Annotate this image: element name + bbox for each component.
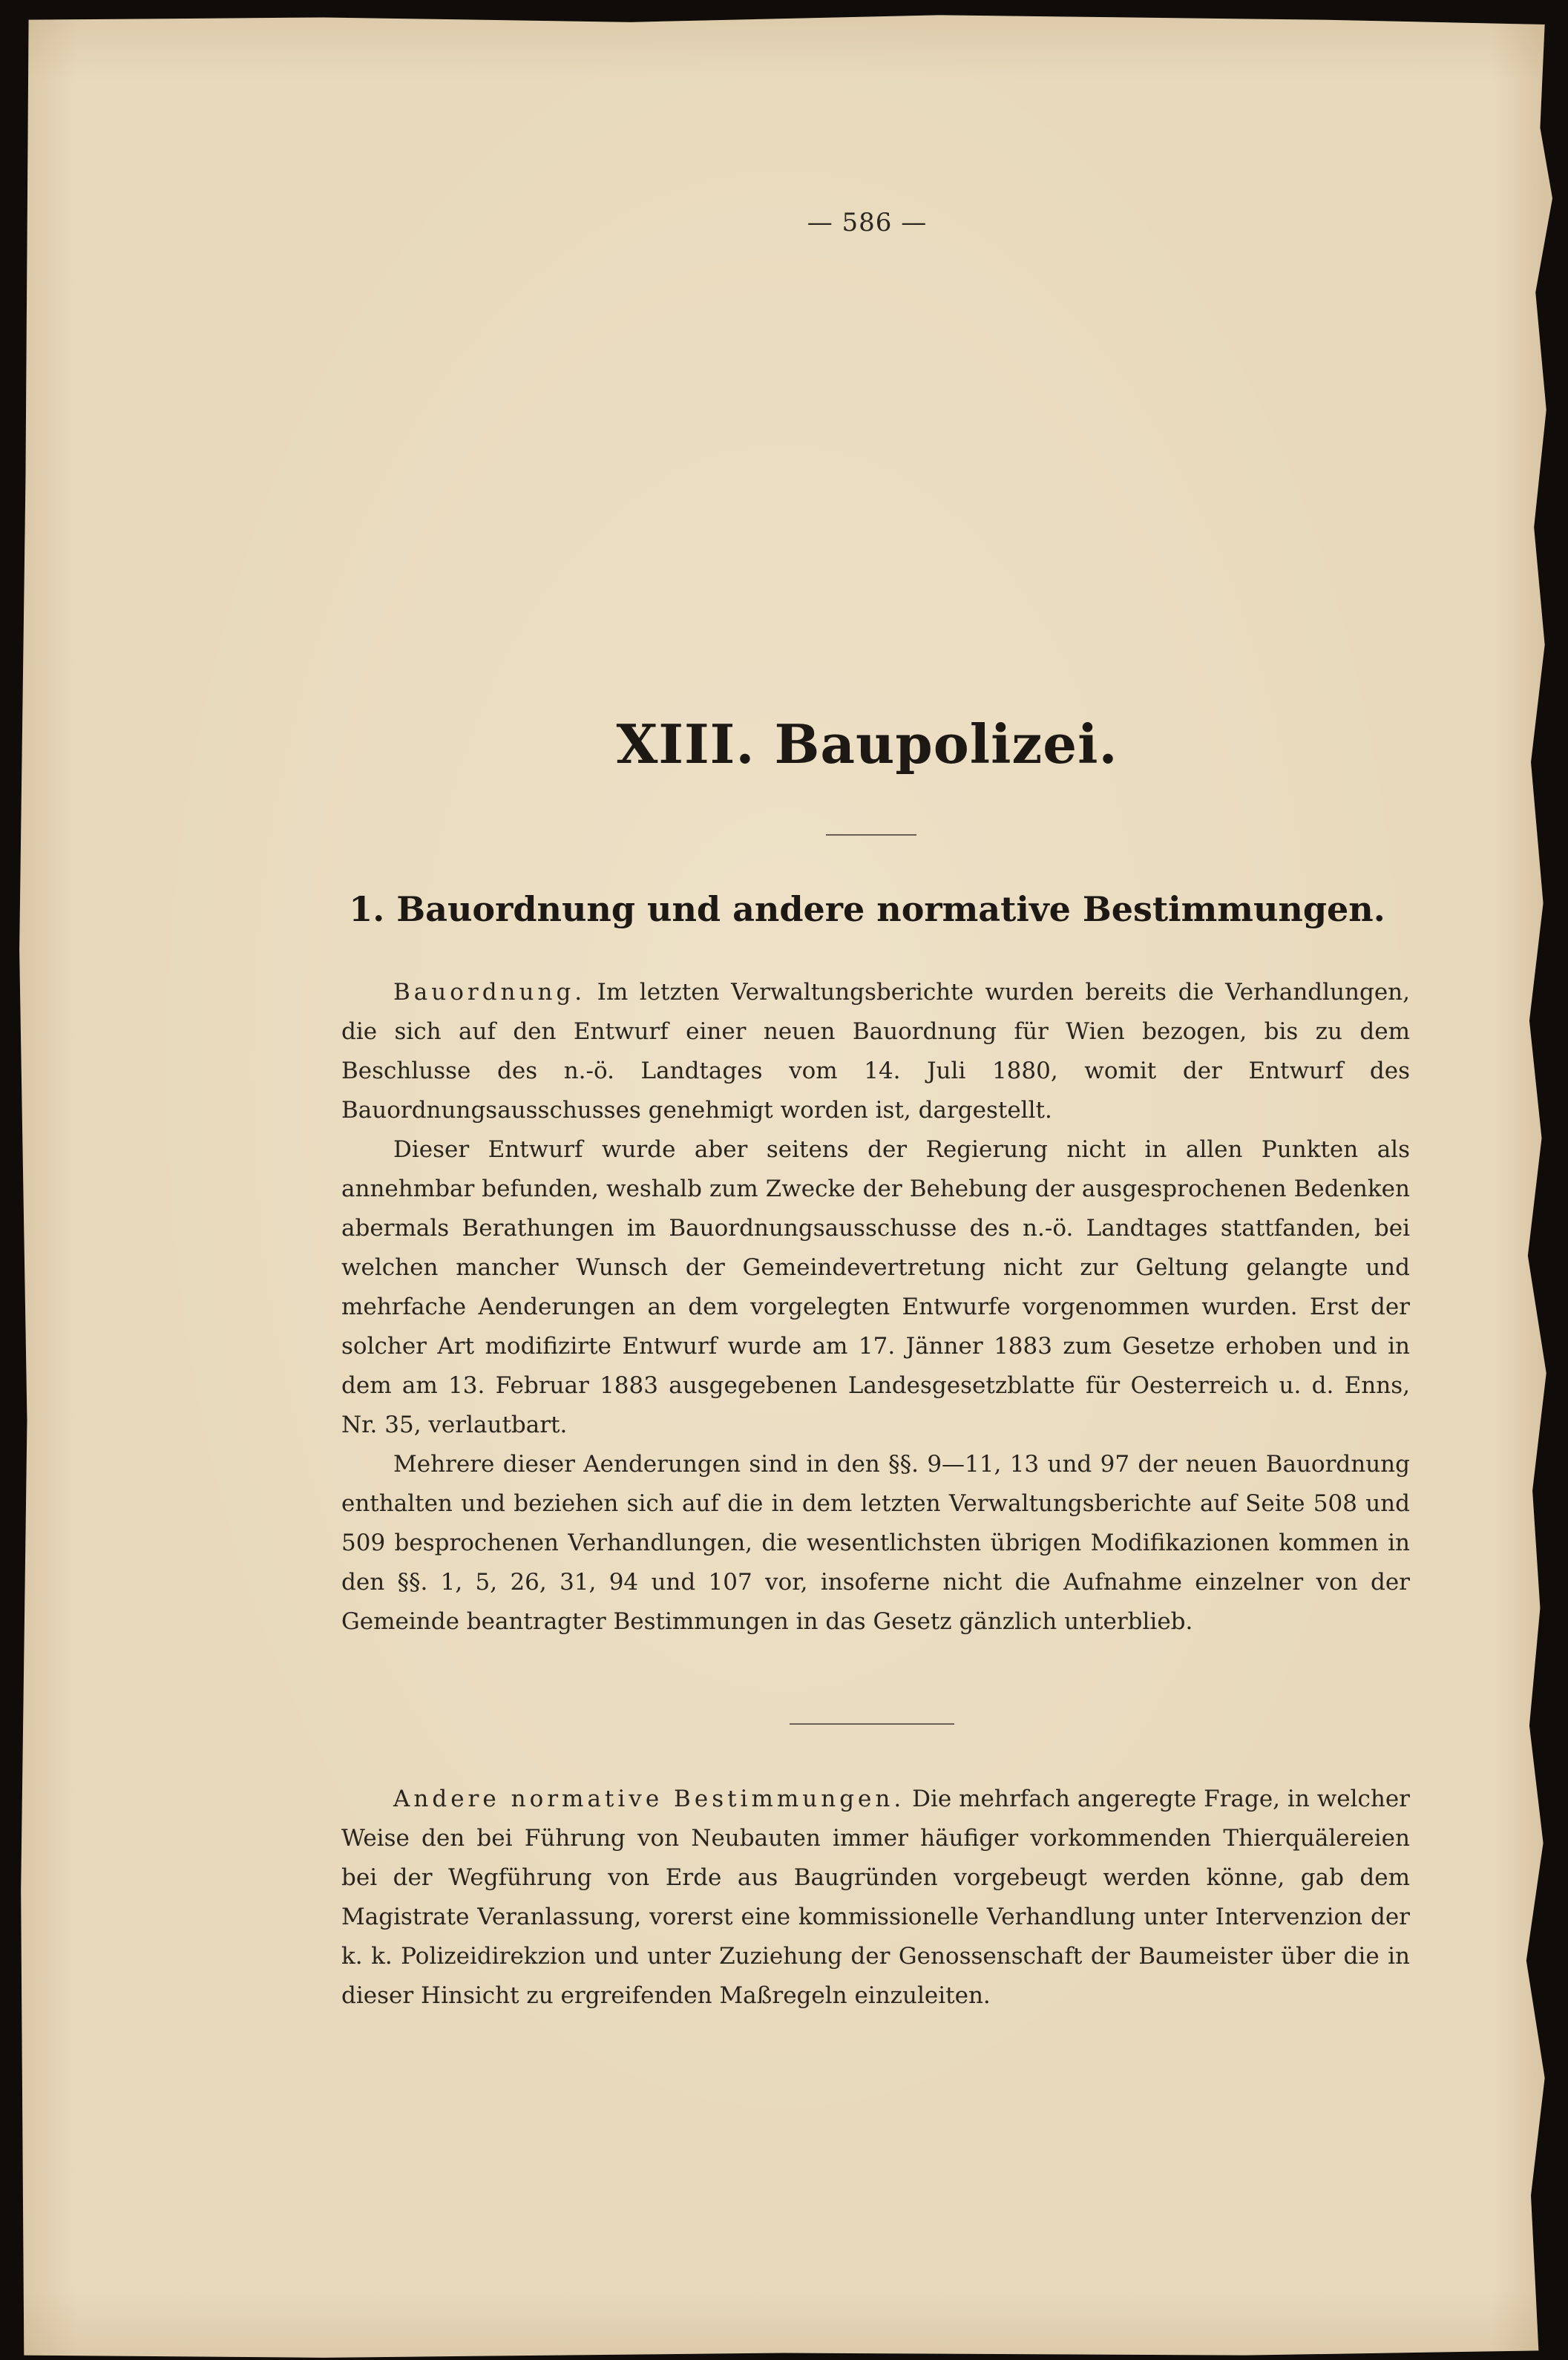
paragraph-aenderungen: Mehrere dieser Aenderungen sind in den §§. 9—11, 13 und 97 der neuen Bauordnung enthalten und beziehen sich auf die in dem letzten Verwaltungsberichte auf Seite 508 und 509 besprochenen Verhandlungen, die wesentlichsten übrigen Modifikazionen kommen in den §§. 1, 5, 26, 31, 94 und 107 vor, insoferne nicht die Aufnahme einzelner von der Gemeinde beantragter Bestimmungen in das Gesetz gänzlich unterblieb.	[341, 1451, 1410, 1635]
paragraph-entwurf: Dieser Entwurf wurde aber seitens der Regierung nicht in allen Punkten als annehmbar befunden, weshalb zum Zwecke der Behebung der ausgesprochenen Bedenken abermals Berathungen im Bauordnungsausschusse des n.-ö. Landtages stattfanden, bei welchen mancher Wunsch der Gemeindevertretung nicht zur Geltung gelangte und mehrfache Aenderungen an dem vorgelegten Entwurfe vorgenommen wurden. Erst der solcher Art modifizirte Entwurf wurde am 17. Jänner 1883 zum Gesetze erhoben und in dem am 13. Februar 1883 ausgegebenen Landesgesetzblatte für Oesterreich u. d. Enns, Nr. 35, verlautbart.	[341, 1136, 1410, 1438]
title-divider	[826, 834, 916, 836]
section-title: 1. Bauordnung und andere normative Bestimmungen.	[349, 889, 1385, 929]
second-text	[341, 1780, 1410, 2016]
paragraph-lead: Bauordnung.	[393, 979, 586, 1006]
paragraph-text: Im letzten Verwaltungsberichte wurden bereits die Verhandlungen, die sich auf den Entwurf einer neuen Bauordnung für Wien bezogen, bis zu dem Beschlusse des n.-ö. Landtages vom 14. Juli 1880, womit der Entwurf des Bauordnungsausschusses genehmigt worden ist, dargestellt.	[341, 979, 1410, 1124]
paragraph-bauordnung	[341, 973, 1410, 1130]
paragraph-normative	[341, 1780, 1410, 2016]
chapter-title: XIII. Baupolizei.	[616, 712, 1118, 776]
section-divider	[790, 1723, 954, 1725]
main-text	[341, 973, 1410, 1642]
paragraph-lead: Andere normative Bestimmungen.	[393, 1786, 905, 1812]
page-number: — 586 —	[807, 208, 928, 237]
paragraph-text: Die mehrfach angeregte Frage, in welcher Weise den bei Führung von Neubauten immer häufiger vorkommenden Thierquälereien bei der Wegführung von Erde aus Baugründen vorgebeugt werden könne, gab dem Magistrate Veranlassung, vorerst eine kommissionelle Verhandlung unter Intervenzion der k. k. Polizeidirekzion und unter Zuziehung der Genossenschaft der Baumeister über die in dieser Hinsicht zu ergreifenden Maßregeln einzuleiten.	[341, 1786, 1410, 2009]
